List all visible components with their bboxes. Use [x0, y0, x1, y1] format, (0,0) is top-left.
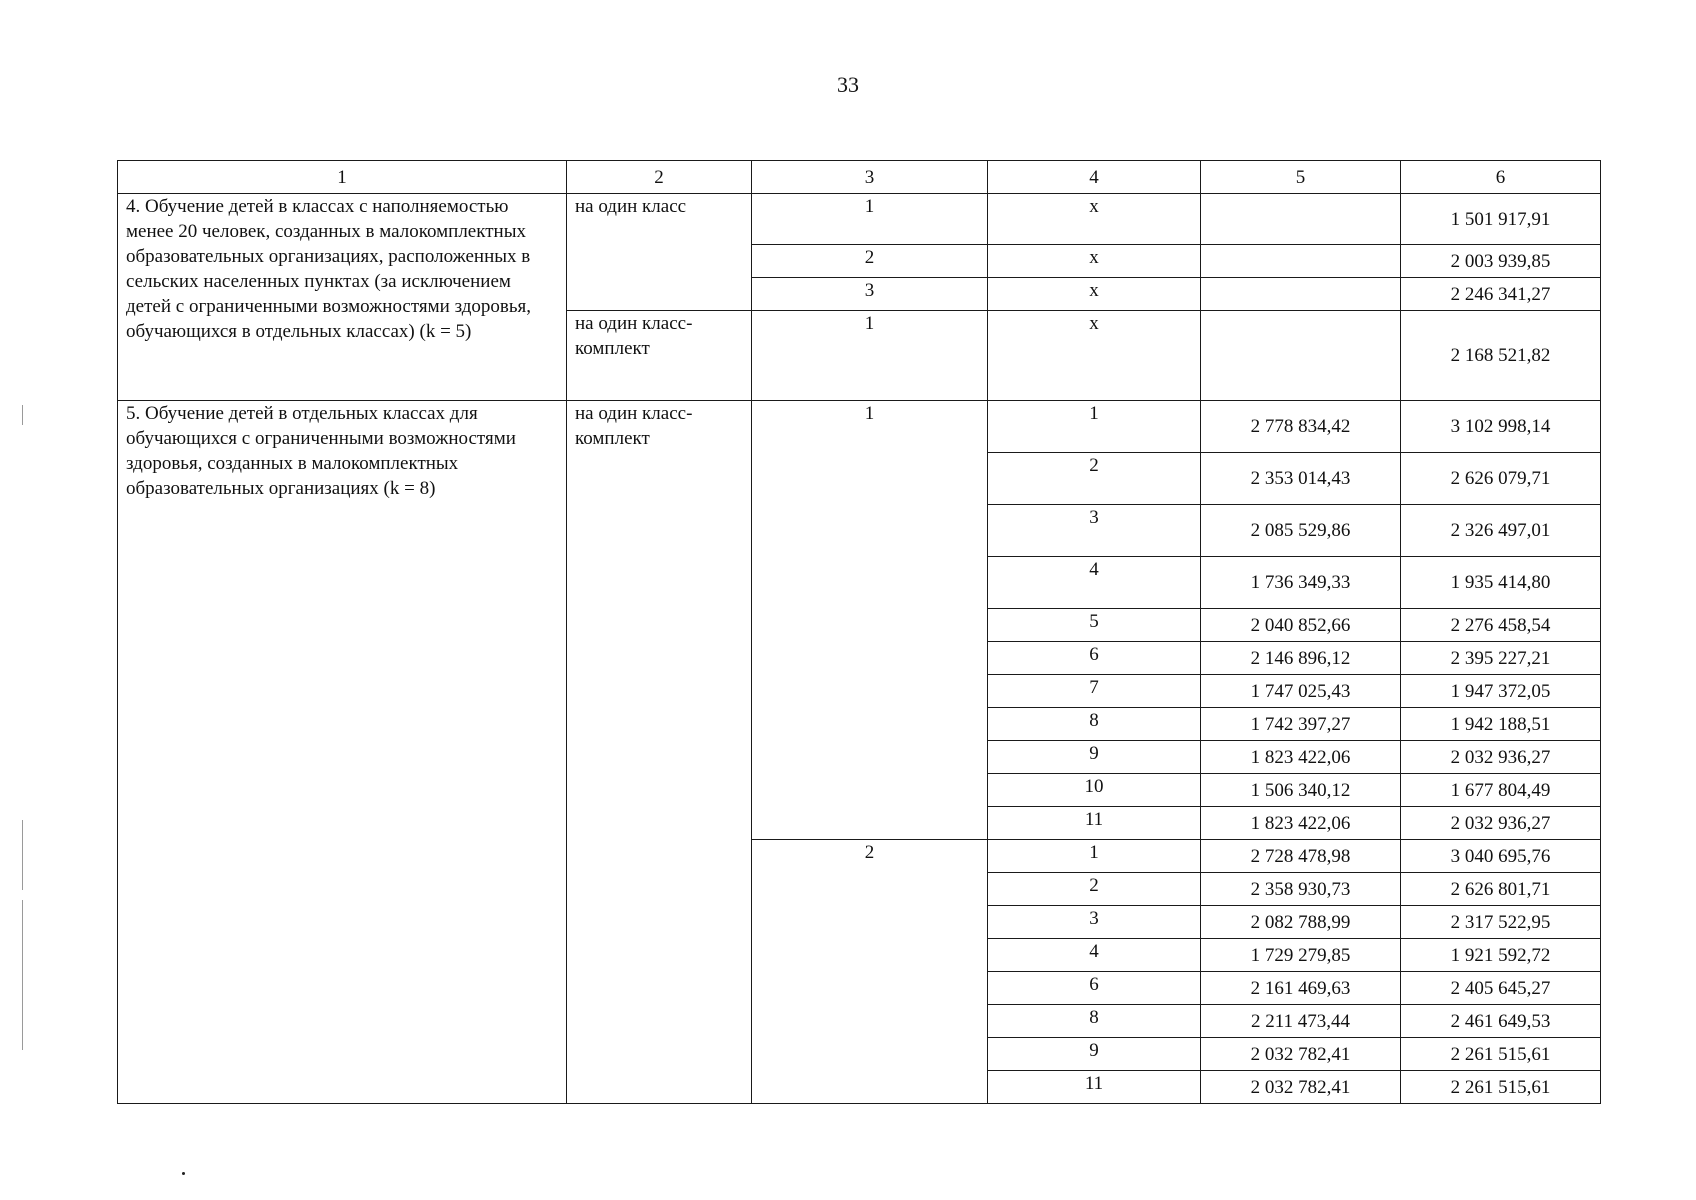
section5-col6: 2 276 458,54 — [1401, 609, 1601, 642]
header-col-4: 4 — [988, 161, 1201, 194]
section5-col4: 2 — [988, 873, 1201, 906]
section4-col5 — [1201, 311, 1401, 401]
section5-col6: 2 317 522,95 — [1401, 906, 1601, 939]
section5-col6: 1 921 592,72 — [1401, 939, 1601, 972]
section5-col6: 2 395 227,21 — [1401, 642, 1601, 675]
section5-col6: 2 405 645,27 — [1401, 972, 1601, 1005]
header-col-5: 5 — [1201, 161, 1401, 194]
table-row — [118, 401, 1601, 453]
section5-col6: 3 102 998,14 — [1401, 401, 1601, 453]
section4-unit-complect: на один класс-комплект — [567, 311, 752, 401]
section5-col4: 6 — [988, 972, 1201, 1005]
section5-unit-complect: на один класс-комплект — [567, 401, 752, 1104]
section5-col4: 1 — [988, 840, 1201, 873]
section5-col5: 2 358 930,73 — [1201, 873, 1401, 906]
section5-col5: 2 728 478,98 — [1201, 840, 1401, 873]
section5-col4: 3 — [988, 505, 1201, 557]
section5-col5: 1 823 422,06 — [1201, 741, 1401, 774]
section4-col5 — [1201, 194, 1401, 245]
section5-col6: 2 461 649,53 — [1401, 1005, 1601, 1038]
section5-col5: 1 823 422,06 — [1201, 807, 1401, 840]
section5-col5: 2 085 529,86 — [1201, 505, 1401, 557]
section5-col4: 8 — [988, 1005, 1201, 1038]
scan-artifact — [22, 900, 23, 1050]
header-col-1: 1 — [118, 161, 567, 194]
section4-col3: 1 — [752, 311, 988, 401]
section4-col6: 1 501 917,91 — [1401, 194, 1601, 245]
section4-unit-class: на один класс — [567, 194, 752, 311]
section5-col4: 2 — [988, 453, 1201, 505]
section5-col5: 2 032 782,41 — [1201, 1038, 1401, 1071]
scan-artifact — [22, 820, 23, 890]
section5-col4: 9 — [988, 741, 1201, 774]
header-col-3: 3 — [752, 161, 988, 194]
section5-col6: 1 935 414,80 — [1401, 557, 1601, 609]
section4-col3: 2 — [752, 245, 988, 278]
section4-col4: х — [988, 311, 1201, 401]
section4-col6: 2 003 939,85 — [1401, 245, 1601, 278]
section5-col6: 2 626 801,71 — [1401, 873, 1601, 906]
header-row — [118, 161, 1601, 194]
section5-col6: 1 677 804,49 — [1401, 774, 1601, 807]
scan-artifact — [22, 405, 23, 425]
section5-col4: 4 — [988, 557, 1201, 609]
section4-col4: х — [988, 194, 1201, 245]
page-number: 33 — [837, 72, 859, 97]
section5-col6: 2 032 936,27 — [1401, 741, 1601, 774]
header-col-6: 6 — [1401, 161, 1601, 194]
section4-col3: 3 — [752, 278, 988, 311]
section5-col5: 2 211 473,44 — [1201, 1005, 1401, 1038]
section4-col6: 2 246 341,27 — [1401, 278, 1601, 311]
section5-col6: 1 947 372,05 — [1401, 675, 1601, 708]
table-row — [118, 194, 1601, 245]
section5-col4: 3 — [988, 906, 1201, 939]
section5-col6: 2 032 936,27 — [1401, 807, 1601, 840]
section5-col5: 2 353 014,43 — [1201, 453, 1401, 505]
section5-col5: 2 040 852,66 — [1201, 609, 1401, 642]
section5-col4: 9 — [988, 1038, 1201, 1071]
section5-col5: 1 729 279,85 — [1201, 939, 1401, 972]
section5-col4: 8 — [988, 708, 1201, 741]
section4-col5 — [1201, 245, 1401, 278]
section5-col4: 11 — [988, 807, 1201, 840]
section5-col6: 2 626 079,71 — [1401, 453, 1601, 505]
section4-description: 4. Обучение детей в классах с наполняемостью менее 20 человек, созданных в малокомплектных образовательных организациях, расположенных в сельских населенных пунктах (за исключением детей с ограниченными возможностями здоровья, обучающихся в отдельных классах) (k = 5) — [118, 194, 567, 401]
scan-dot — [182, 1172, 185, 1175]
section5-col4: 7 — [988, 675, 1201, 708]
section4-col5 — [1201, 278, 1401, 311]
section5-col6: 2 326 497,01 — [1401, 505, 1601, 557]
section5-col4: 11 — [988, 1071, 1201, 1104]
section5-col4: 6 — [988, 642, 1201, 675]
section4-col4: х — [988, 245, 1201, 278]
section5-col5: 2 082 788,99 — [1201, 906, 1401, 939]
section5-col5: 2 778 834,42 — [1201, 401, 1401, 453]
section5-col5: 1 742 397,27 — [1201, 708, 1401, 741]
section5-col5: 1 736 349,33 — [1201, 557, 1401, 609]
section5-description: 5. Обучение детей в отдельных классах для обучающихся с ограниченными возможностями здоровья, созданных в малокомплектных образовательных организациях (k = 8) — [118, 401, 567, 1104]
section5-col5: 2 146 896,12 — [1201, 642, 1401, 675]
section5-col4: 5 — [988, 609, 1201, 642]
section5-col5: 2 032 782,41 — [1201, 1071, 1401, 1104]
section4-col3: 1 — [752, 194, 988, 245]
section4-col6: 2 168 521,82 — [1401, 311, 1601, 401]
section5-group1-label: 1 — [752, 401, 988, 840]
header-col-2: 2 — [567, 161, 752, 194]
section5-col5: 1 747 025,43 — [1201, 675, 1401, 708]
section5-group2-label: 2 — [752, 840, 988, 1104]
section5-col4: 10 — [988, 774, 1201, 807]
section5-col4: 1 — [988, 401, 1201, 453]
section5-col6: 2 261 515,61 — [1401, 1038, 1601, 1071]
section5-col6: 1 942 188,51 — [1401, 708, 1601, 741]
section5-col4: 4 — [988, 939, 1201, 972]
section4-col4: х — [988, 278, 1201, 311]
section5-col5: 1 506 340,12 — [1201, 774, 1401, 807]
section5-col5: 2 161 469,63 — [1201, 972, 1401, 1005]
cost-norms-table — [117, 160, 1601, 1104]
section5-col6: 2 261 515,61 — [1401, 1071, 1601, 1104]
section5-col6: 3 040 695,76 — [1401, 840, 1601, 873]
